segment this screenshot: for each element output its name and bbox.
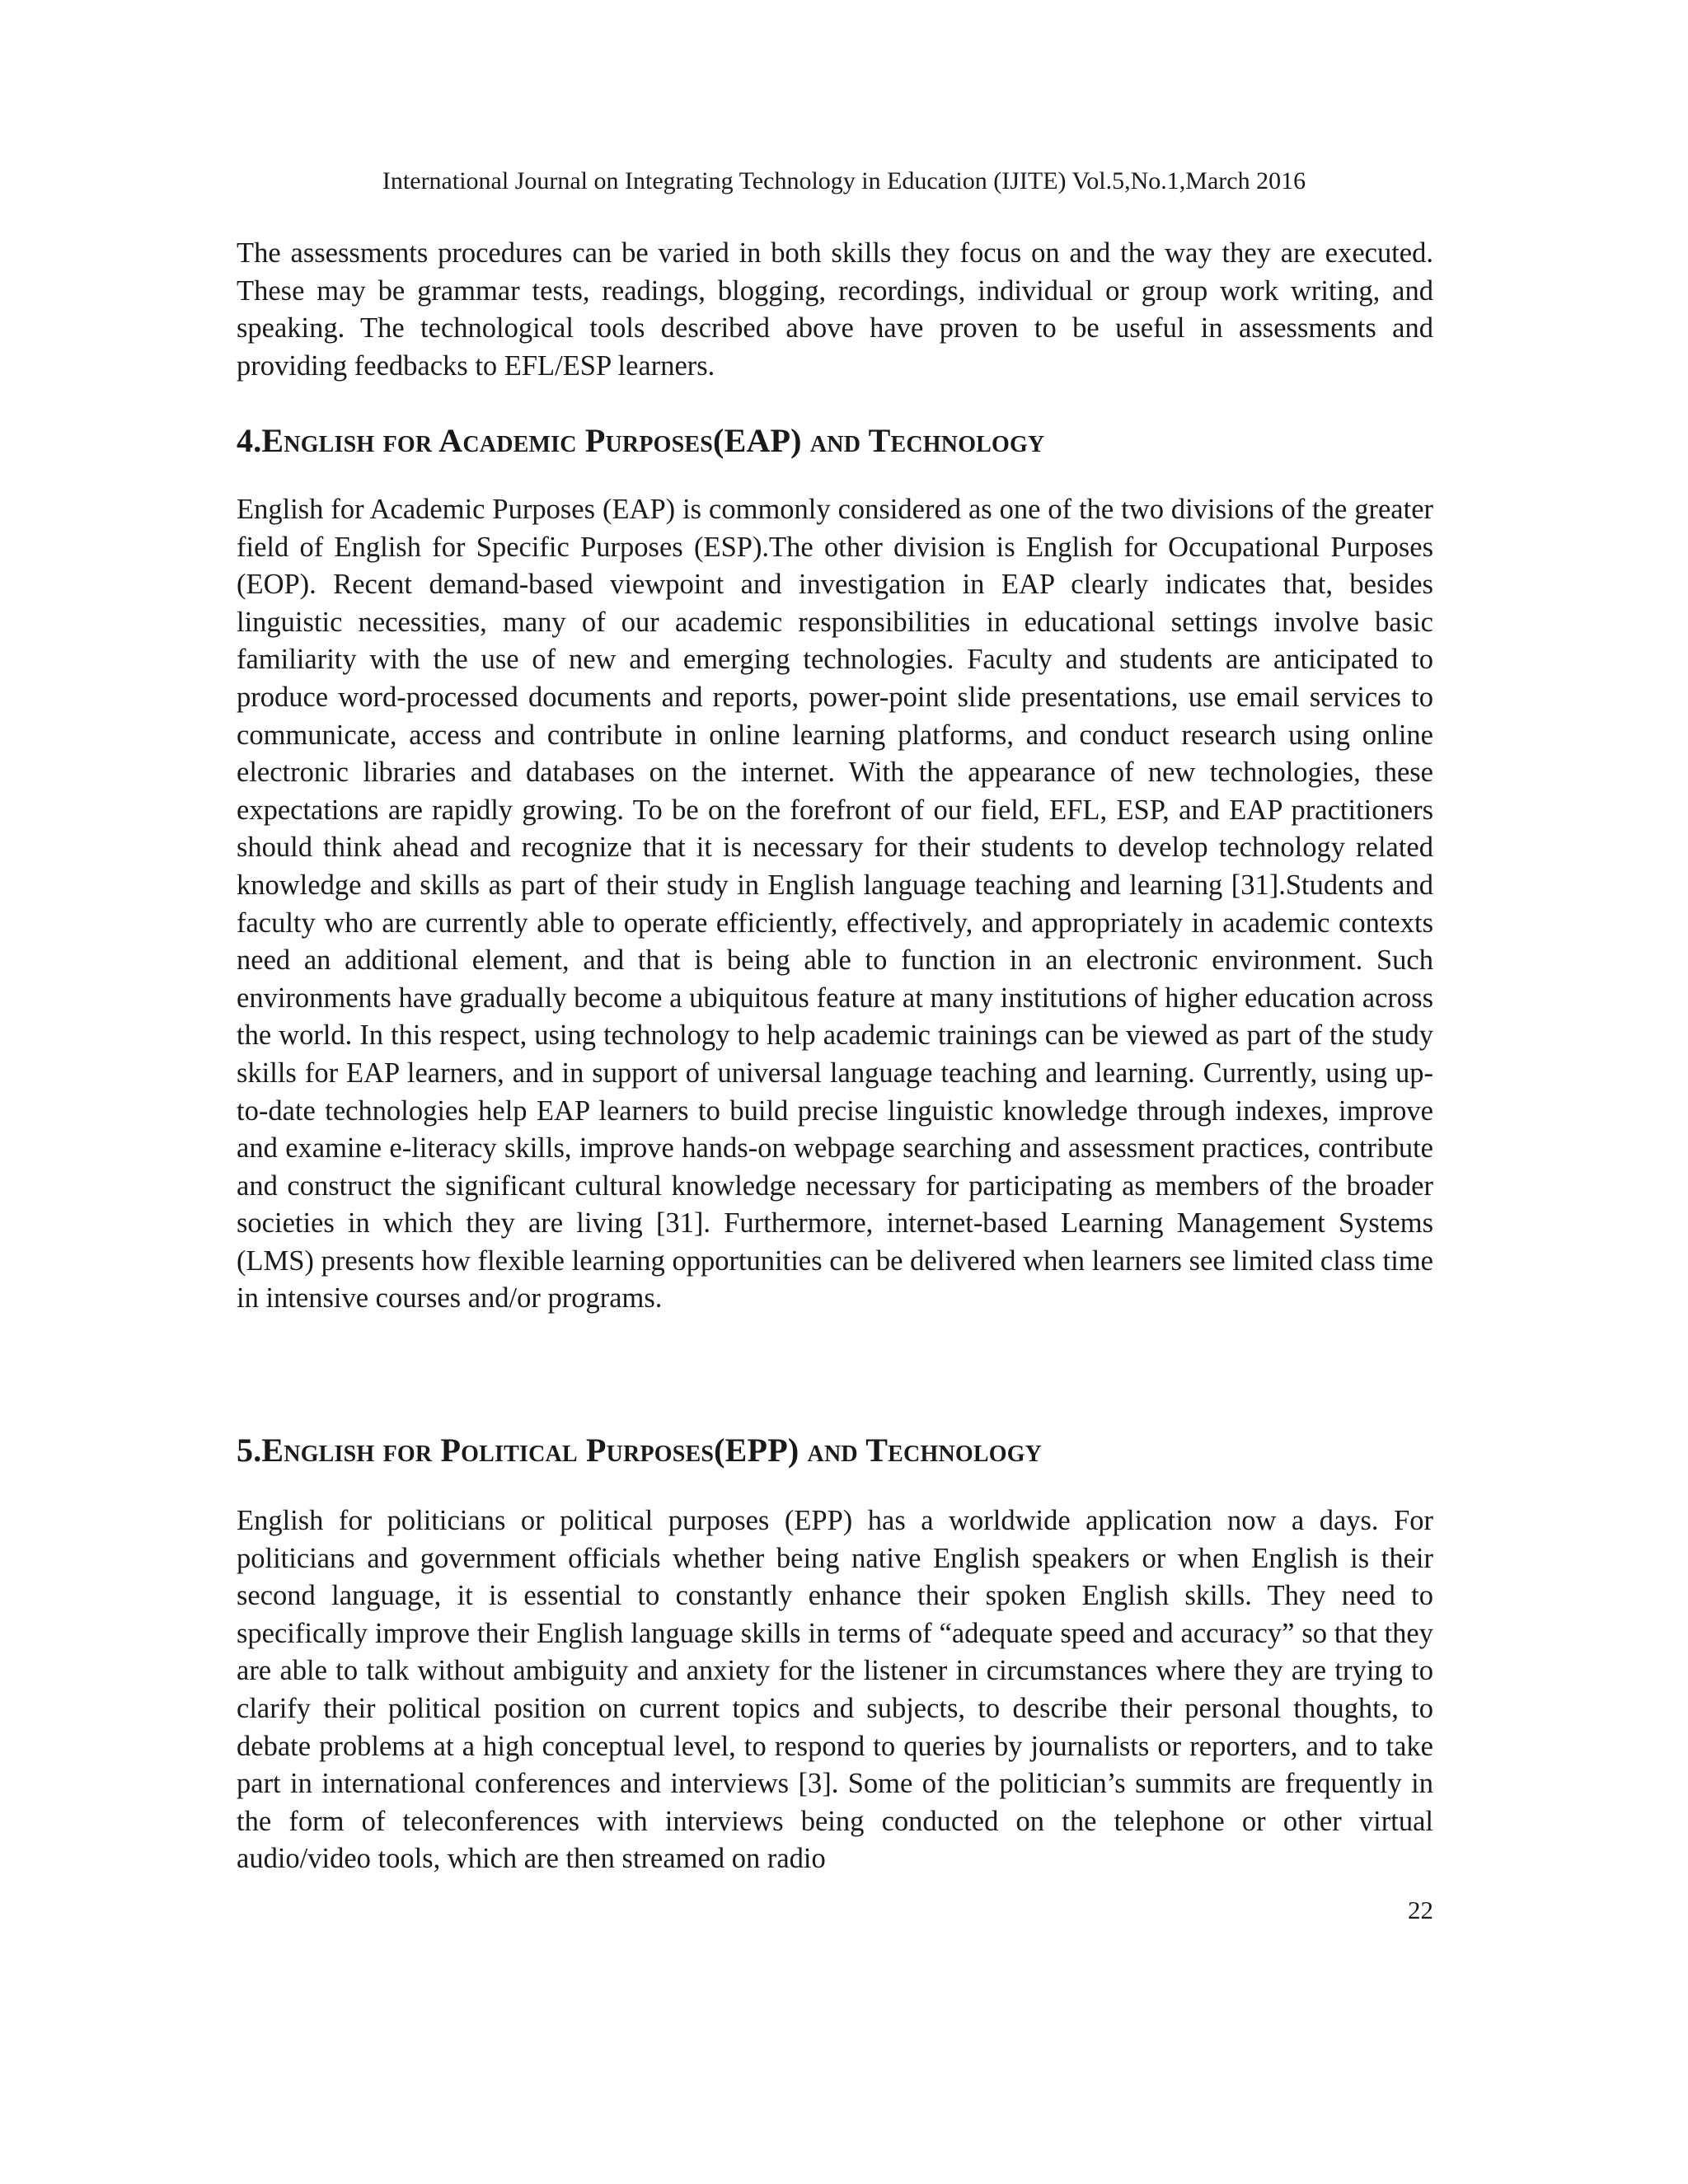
section-4-paragraph: English for Academic Purposes (EAP) is commonly considered as one of the two divisions of the greater field of English for Specific Purposes (ESP).The other division is English for Occupational Purposes (EOP). Recent demand-based viewpoint and investigation in EAP clearly indicates that, besides linguistic necessities, many of our academic responsibilities in educational settings involve basic familiarity with the use of new and emerging technologies. Faculty and students are anticipated to produce word-processed documents and reports, power-point slide presentations, use email services to communicate, access and contribute in online learning platforms, and conduct research using online electronic libraries and databases on the internet. With the appearance of new technologies, these expectations are rapidly growing. To be on the forefront of our field, EFL, ESP, and EAP practitioners should think ahead and recognize that it is necessary for their students to develop technology related knowledge and skills as part of their study in English language teaching and learning [31].Students and faculty who are currently able to operate efficiently, effectively, and appropriately in academic contexts need an additional element, and that is being able to function in an electronic environment. Such environments have gradually become a ubiquitous feature at many institutions of higher education across the world. In this respect, using technology to help academic trainings can be viewed as part of the study skills for EAP learners, and in support of universal language teaching and learning. Currently, using up-to-date technologies help EAP learners to build precise linguistic knowledge through indexes, improve and examine e-literacy skills, improve hands-on webpage searching and assessment practices, contribute and construct the significant cultural knowledge necessary for participating as members of the broader societies in which they are living [31]. Furthermore, internet-based Learning Management Systems (LMS) presents how flexible learning opportunities can be delivered when learners see limited class time in intensive courses and/or programs. — [237, 494, 1433, 1315]
section-5-heading: 5.English for Political Purposes(EPP) and Technology — [237, 1432, 1043, 1469]
page-number: 22 — [1408, 1896, 1433, 1924]
running-header: International Journal on Integrating Technology in Education (IJITE) Vol.5,No.1,March 2016 — [382, 167, 1306, 194]
section-5-paragraph: English for politicians or political purposes (EPP) has a worldwide application now a days. For politicians and government officials whether being native English speakers or when English is their second language, it is essential to constantly enhance their spoken English skills. They need to specifically improve their English language skills in terms of “adequate speed and accuracy” so that they are able to talk without ambiguity and anxiety for the listener in circumstances where they are trying to clarify their political position on current topics and subjects, to describe their personal thoughts, to debate problems at a high conceptual level, to respond to queries by journalists or reporters, and to take part in international conferences and interviews [3]. Some of the politician’s summits are frequently in the form of teleconferences with interviews being conducted on the telephone or other virtual audio/video tools, which are then streamed on radio — [237, 1505, 1433, 1875]
section-4-heading: 4.English for Academic Purposes(EAP) and Technology — [237, 422, 1045, 459]
intro-paragraph: The assessments procedures can be varied in both skills they focus on and the way they are executed. These may be grammar tests, readings, blogging, recordings, individual or group work writing, and speaking. The technological tools described above have proven to be useful in assessments and providing feedbacks to EFL/ESP learners. — [237, 237, 1433, 382]
